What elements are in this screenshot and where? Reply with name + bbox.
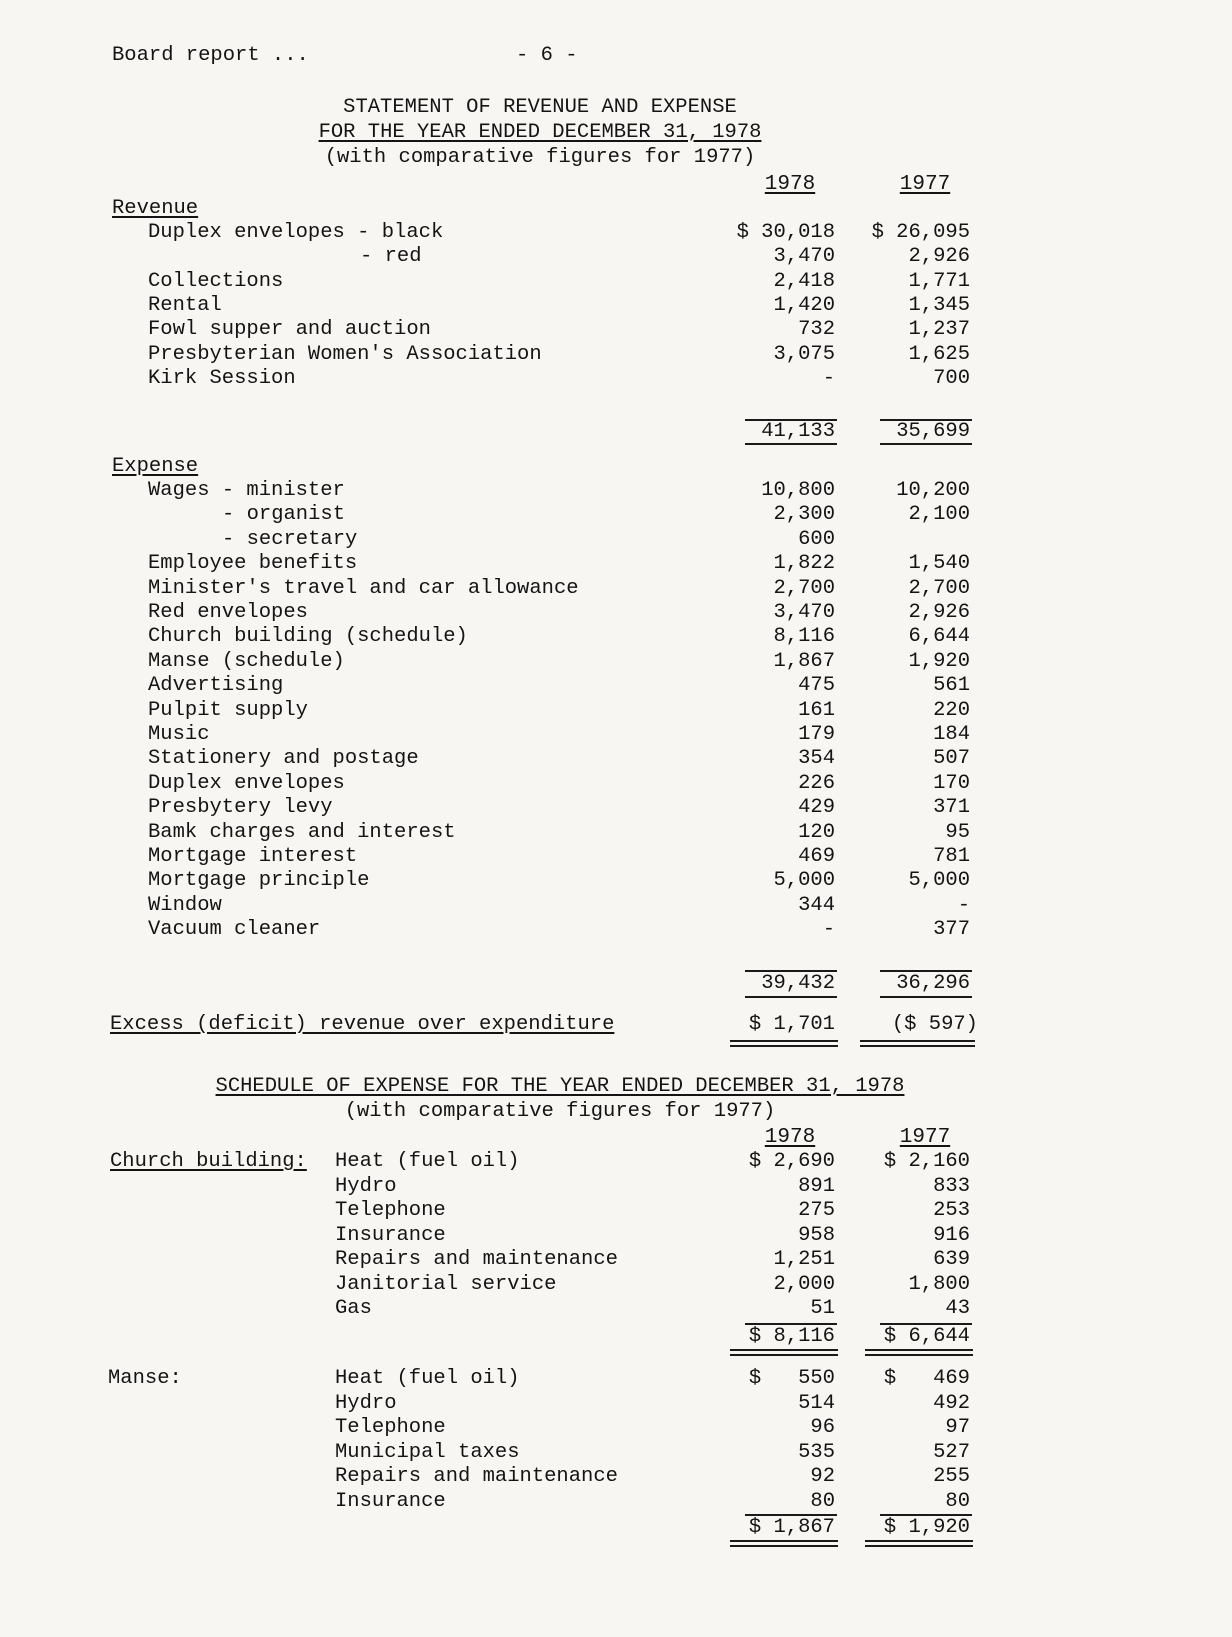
expense-row-value-prior: 561 xyxy=(933,674,970,698)
expense-row-value-current: 1,867 xyxy=(773,649,835,673)
revenue-row-label: Rental xyxy=(148,293,222,317)
manse-row-value-prior: $ 469 xyxy=(883,1367,970,1390)
church-row-value-current: 2,000 xyxy=(773,1272,835,1296)
manse-row-label: Telephone xyxy=(335,1416,446,1439)
expense-row-label: Pulpit supply xyxy=(148,698,308,722)
expense-row-label: Vacuum cleaner xyxy=(148,918,321,942)
church-row-value-current: 891 xyxy=(798,1174,835,1198)
church-row-value-prior: 1,800 xyxy=(908,1272,970,1296)
expense-row-value-current: 161 xyxy=(798,698,835,722)
church-row-value-prior: 916 xyxy=(933,1223,970,1247)
expense-row-value-current: 226 xyxy=(798,771,835,795)
expense-row-value-current: 600 xyxy=(798,527,835,551)
revenue-total-rule-a xyxy=(745,443,837,445)
expense-row-label: Window xyxy=(148,893,222,917)
revenue-subtotal-rule-b xyxy=(880,419,972,421)
excess-rule-b2 xyxy=(860,1045,975,1047)
schedule-year-prior: 1977 xyxy=(899,1126,951,1149)
church-row-label: Gas xyxy=(335,1297,372,1320)
expense-row-value-prior: 2,700 xyxy=(908,576,970,600)
manse-row-value-prior: 255 xyxy=(933,1465,970,1488)
expense-row-value-current: 475 xyxy=(798,674,835,698)
manse-row-total-prior: $ 1,920 xyxy=(883,1516,970,1539)
expense-row-label: Minister's travel and car allowance xyxy=(148,576,579,600)
revenue-row-value-prior: 700 xyxy=(933,366,970,390)
expense-row-value-prior: 377 xyxy=(933,918,970,942)
manse-row-label: Insurance xyxy=(335,1489,446,1513)
manse-row-label: Repairs and maintenance xyxy=(335,1465,618,1488)
revenue-row-label: Duplex envelopes - black xyxy=(148,221,444,244)
expense-row-total-prior: 36,296 xyxy=(896,972,970,995)
expense-row-value-prior: 2,100 xyxy=(908,503,970,527)
expense-row-label: Duplex envelopes xyxy=(148,771,345,795)
revenue-row-value-prior: 1,237 xyxy=(908,318,970,342)
expense-row-value-prior: 6,644 xyxy=(908,625,970,649)
church-row-value-prior: $ 2,160 xyxy=(883,1150,970,1173)
excess-current: $ 1,701 xyxy=(748,1013,835,1036)
expense-total-rule-b xyxy=(880,996,972,998)
schedule-title-1: SCHEDULE OF EXPENSE FOR THE YEAR ENDED DECEMBER 31, 1978 xyxy=(215,1075,905,1098)
manse-row-value-prior: 527 xyxy=(933,1440,970,1464)
manse-subtotal-rule-b xyxy=(880,1514,972,1516)
expense-row-value-current: - xyxy=(822,918,835,942)
expense-row-label: Church building (schedule) xyxy=(148,625,468,649)
expense-subtotal-rule-a xyxy=(745,970,837,972)
expense-row-label: Mortgage interest xyxy=(148,845,358,868)
church-row-value-prior: 833 xyxy=(933,1174,970,1198)
year-current: 1978 xyxy=(764,173,816,196)
revenue-row-label: Presbyterian Women's Association xyxy=(148,342,542,366)
revenue-row-label: Fowl supper and auction xyxy=(148,318,431,342)
church-row-value-current: 958 xyxy=(798,1223,835,1247)
church-total-rule-b2 xyxy=(865,1354,973,1356)
manse-row-value-prior: 492 xyxy=(933,1391,970,1415)
expense-row-label: Employee benefits xyxy=(148,552,358,576)
expense-row-label: Music xyxy=(148,723,210,746)
expense-heading: Expense xyxy=(112,455,199,478)
church-row-value-current: $ 2,690 xyxy=(748,1150,835,1173)
statement-title-3: (with comparative figures for 1977) xyxy=(324,146,756,169)
revenue-total-rule-b xyxy=(880,443,972,445)
manse-row-total-current: $ 1,867 xyxy=(748,1516,835,1539)
revenue-row-value-current: 3,075 xyxy=(773,342,835,366)
expense-row-label: - organist xyxy=(222,503,346,527)
revenue-row-value-current: - xyxy=(822,366,835,390)
church-subtotal-rule-b xyxy=(880,1323,972,1325)
page-number: - 6 - xyxy=(516,44,578,67)
expense-row-value-prior: - xyxy=(957,893,970,917)
manse-total-rule-b2 xyxy=(865,1545,973,1547)
expense-row-label: Manse (schedule) xyxy=(148,649,345,673)
expense-row-value-prior: 170 xyxy=(933,771,970,795)
church-row-label: Heat (fuel oil) xyxy=(335,1150,520,1173)
schedule-year-current: 1978 xyxy=(764,1126,816,1149)
church-total-rule-a2 xyxy=(730,1354,838,1356)
expense-row-value-prior: 5,000 xyxy=(908,869,970,893)
manse-row-label: Municipal taxes xyxy=(335,1440,520,1464)
expense-row-value-prior: 184 xyxy=(933,723,970,746)
excess-rule-b1 xyxy=(860,1040,975,1042)
expense-row-value-current: 5,000 xyxy=(773,869,835,893)
church-row-value-prior: 253 xyxy=(933,1199,970,1222)
expense-row-value-prior: 1,540 xyxy=(908,552,970,576)
manse-label: Manse: xyxy=(108,1367,182,1390)
manse-row-value-current: 96 xyxy=(810,1416,835,1439)
expense-row-value-current: 344 xyxy=(798,893,835,917)
revenue-row-value-prior: 1,345 xyxy=(908,293,970,317)
manse-row-value-current: 535 xyxy=(798,1440,835,1464)
expense-row-label: Presbytery levy xyxy=(148,796,333,820)
church-row-value-prior: 43 xyxy=(945,1297,970,1320)
manse-row-value-current: 514 xyxy=(798,1391,835,1415)
header-left: Board report ... xyxy=(112,44,309,67)
expense-row-value-current: 429 xyxy=(798,796,835,820)
expense-row-value-current: 3,470 xyxy=(773,601,835,624)
revenue-row-value-current: 3,470 xyxy=(773,245,835,269)
revenue-row-value-current: 2,418 xyxy=(773,269,835,293)
manse-row-value-prior: 97 xyxy=(945,1416,970,1439)
expense-row-value-prior: 10,200 xyxy=(896,479,970,502)
revenue-row-label: Collections xyxy=(148,269,284,293)
statement-title-2: FOR THE YEAR ENDED DECEMBER 31, 1978 xyxy=(318,121,762,144)
expense-row-value-current: 2,300 xyxy=(773,503,835,527)
revenue-row-value-prior: $ 26,095 xyxy=(871,221,970,244)
expense-row-value-prior: 1,920 xyxy=(908,649,970,673)
schedule-title-2: (with comparative figures for 1977) xyxy=(344,1100,776,1123)
expense-row-value-prior: 507 xyxy=(933,747,970,771)
expense-row-value-prior: 371 xyxy=(933,796,970,820)
expense-subtotal-rule-b xyxy=(880,970,972,972)
expense-row-value-current: 354 xyxy=(798,747,835,771)
expense-row-value-prior: 2,926 xyxy=(908,601,970,624)
expense-row-value-current: 120 xyxy=(798,820,835,844)
church-row-total-current: $ 8,116 xyxy=(748,1325,835,1348)
church-row-value-current: 1,251 xyxy=(773,1248,835,1271)
manse-total-rule-a2 xyxy=(730,1545,838,1547)
church-row-label: Repairs and maintenance xyxy=(335,1248,618,1271)
revenue-row-value-prior: 1,625 xyxy=(908,342,970,366)
excess-rule-a2 xyxy=(730,1045,838,1047)
expense-row-value-prior: 781 xyxy=(933,845,970,868)
church-row-label: Insurance xyxy=(335,1223,446,1247)
church-row-label: Janitorial service xyxy=(335,1272,557,1296)
expense-row-value-prior: 220 xyxy=(933,698,970,722)
revenue-row-label: Kirk Session xyxy=(148,366,296,390)
revenue-row-label: - red xyxy=(360,245,422,269)
church-subtotal-rule-a xyxy=(745,1323,837,1325)
expense-row-label: - secretary xyxy=(222,527,358,551)
church-row-total-prior: $ 6,644 xyxy=(883,1325,970,1348)
expense-row-label: Advertising xyxy=(148,674,284,698)
manse-row-value-current: 80 xyxy=(810,1489,835,1513)
expense-row-value-prior: 95 xyxy=(945,820,970,844)
statement-title-1: STATEMENT OF REVENUE AND EXPENSE xyxy=(343,96,737,119)
manse-row-value-prior: 80 xyxy=(945,1489,970,1513)
manse-row-label: Heat (fuel oil) xyxy=(335,1367,520,1390)
revenue-heading: Revenue xyxy=(112,197,199,220)
revenue-row-value-current: 732 xyxy=(798,318,835,342)
manse-row-value-current: 92 xyxy=(810,1465,835,1488)
expense-row-label: Bamk charges and interest xyxy=(148,820,456,844)
church-row-label: Telephone xyxy=(335,1199,446,1222)
expense-row-label: Wages - minister xyxy=(148,479,345,502)
expense-row-value-current: 10,800 xyxy=(761,479,835,502)
expense-row-label: Stationery and postage xyxy=(148,747,419,771)
revenue-row-value-current: 1,420 xyxy=(773,293,835,317)
revenue-row-total-prior: 35,699 xyxy=(896,420,970,443)
expense-row-value-current: 469 xyxy=(798,845,835,868)
expense-row-value-current: 2,700 xyxy=(773,576,835,600)
expense-row-label: Red envelopes xyxy=(148,601,308,624)
church-row-label: Hydro xyxy=(335,1174,397,1198)
church-building-label: Church building: xyxy=(110,1150,307,1173)
expense-row-value-current: 8,116 xyxy=(773,625,835,649)
church-total-rule-a1 xyxy=(730,1349,838,1351)
expense-row-total-current: 39,432 xyxy=(761,972,835,995)
church-row-value-current: 51 xyxy=(810,1297,835,1320)
manse-total-rule-a1 xyxy=(730,1540,838,1542)
revenue-subtotal-rule-a xyxy=(745,419,837,421)
revenue-row-value-prior: 2,926 xyxy=(908,245,970,269)
expense-row-label: Mortgage principle xyxy=(148,869,370,893)
excess-prior: ($ 597) xyxy=(891,1013,978,1036)
manse-row-value-current: $ 550 xyxy=(748,1367,835,1390)
expense-total-rule-a xyxy=(745,996,837,998)
revenue-row-value-prior: 1,771 xyxy=(908,269,970,293)
revenue-row-value-current: $ 30,018 xyxy=(736,221,835,244)
church-row-value-prior: 639 xyxy=(933,1248,970,1271)
manse-row-label: Hydro xyxy=(335,1391,397,1415)
excess-label: Excess (deficit) revenue over expenditure xyxy=(110,1013,615,1036)
revenue-row-total-current: 41,133 xyxy=(761,420,835,443)
expense-row-value-current: 1,822 xyxy=(773,552,835,576)
manse-total-rule-b1 xyxy=(865,1540,973,1542)
expense-row-value-current: 179 xyxy=(798,723,835,746)
manse-subtotal-rule-a xyxy=(745,1514,837,1516)
year-prior: 1977 xyxy=(899,173,951,196)
excess-rule-a1 xyxy=(730,1040,838,1042)
church-row-value-current: 275 xyxy=(798,1199,835,1222)
church-total-rule-b1 xyxy=(865,1349,973,1351)
